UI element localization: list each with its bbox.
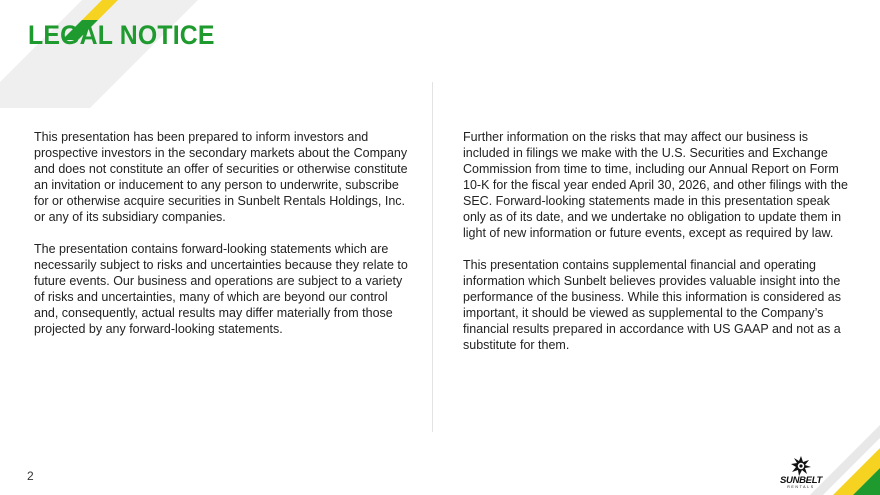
logo-wordmark: SUNBELT <box>779 475 823 486</box>
logo-subtext: RENTALS <box>787 485 815 489</box>
paragraph-supplemental-information: This presentation contains supplemental financial and operating information which Sunbelt believes provides valuable insight into the performance of the business. While this information is considered as important, it should be viewed as supplemental to the Company’s financial results prepared in accordance with US GAAP and not as a substitute for them. <box>463 258 841 352</box>
paragraph-forward-looking-statements: The presentation contains forward-looking statements which are necessarily subject to risks and uncertainties because they relate to future events. Our business and operations are subject to a variety of risks and uncertainties, many of which are beyond our control and, consequently, actual results may differ materially from those projected by any forward-looking statements. <box>34 242 408 336</box>
paragraph-investor-information: This presentation has been prepared to inform investors and prospective investors in the secondary markets about the Company and does not constitute an offer of securities or otherwise constitute an invitation or inducement to any person to underwrite, subscribe for or otherwise acquire securities in Sunbelt Rentals Holdings, Inc. or any of its subsidiary companies. <box>34 130 408 224</box>
right-text-column <box>463 129 848 369</box>
column-divider <box>432 82 433 432</box>
left-text-column <box>34 129 414 353</box>
paragraph-risk-filings: Further information on the risks that may affect our business is included in filings we make with the U.S. Securities and Exchange Commission from time to time, including our Annual Report on Form 10-K for the fiscal year ended April 30, 2026, and other filings with the SEC. Forward-looking statements made in this presentation speak only as of its date, and we undertake no obligation to update them in light of new information or future events, except as required by law. <box>463 130 848 240</box>
sunbelt-logo <box>773 456 829 492</box>
sunbelt-sun-icon <box>791 456 811 476</box>
page-number: 2 <box>27 469 34 483</box>
page-title: LEGAL NOTICE <box>28 20 215 50</box>
